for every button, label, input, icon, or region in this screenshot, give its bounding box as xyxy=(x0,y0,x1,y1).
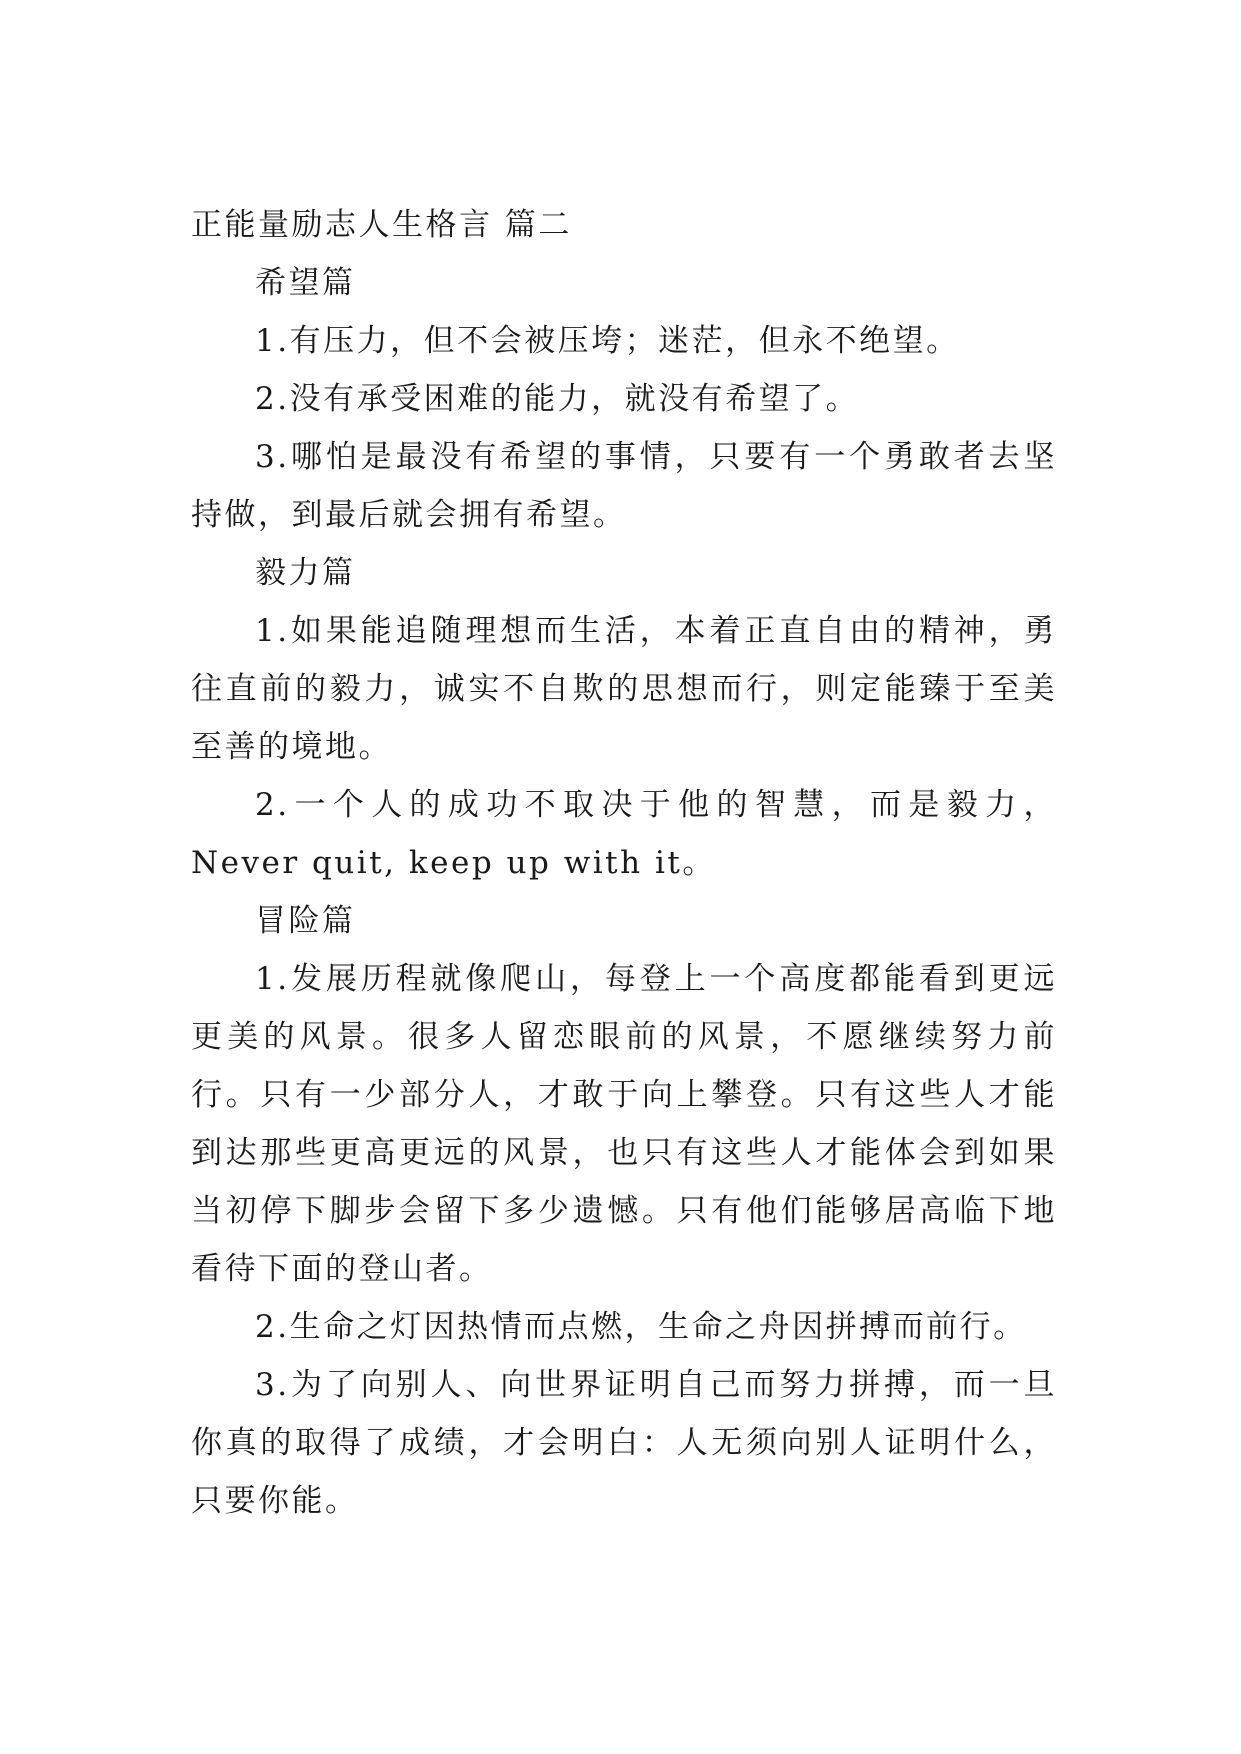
quote-item: 1.有压力，但不会被压垮；迷茫，但永不绝望。 xyxy=(255,323,960,359)
quote-item: 2.一个人的成功不取决于他的智慧，而是毅力，Never quit, keep up with it。 xyxy=(191,787,1057,881)
section-hope xyxy=(191,254,1057,544)
document-title: 正能量励志人生格言 篇二 xyxy=(191,207,572,243)
quote-item: 2.生命之灯因热情而点燃，生命之舟因拼搏而前行。 xyxy=(255,1309,1027,1345)
section-heading-perseverance: 毅力篇 xyxy=(255,555,356,591)
section-perseverance xyxy=(191,544,1057,892)
quote-item: 3.哪怕是最没有希望的事情，只要有一个勇敢者去坚持做，到最后就会拥有希望。 xyxy=(191,439,1057,533)
section-heading-adventure: 冒险篇 xyxy=(255,903,356,939)
quote-item: 2.没有承受困难的能力，就没有希望了。 xyxy=(255,381,860,417)
section-heading-hope: 希望篇 xyxy=(255,265,356,301)
quote-item: 1.发展历程就像爬山，每登上一个高度都能看到更远更美的风景。很多人留恋眼前的风景，不愿继续努力前行。只有一少部分人，才敢于向上攀登。只有这些人才能到达那些更高更远的风景，也只有这些人才能体会到如果当初停下脚步会留下多少遗憾。只有他们能够居高临下地看待下面的登山者。 xyxy=(191,961,1057,1287)
quote-item: 1.如果能追随理想而生活，本着正直自由的精神，勇往直前的毅力，诚实不自欺的思想而行，则定能臻于至美至善的境地。 xyxy=(191,613,1057,765)
quote-item: 3.为了向别人、向世界证明自己而努力拼搏，而一旦你真的取得了成绩，才会明白：人无须向别人证明什么，只要你能。 xyxy=(191,1367,1057,1519)
section-adventure xyxy=(191,892,1057,1530)
